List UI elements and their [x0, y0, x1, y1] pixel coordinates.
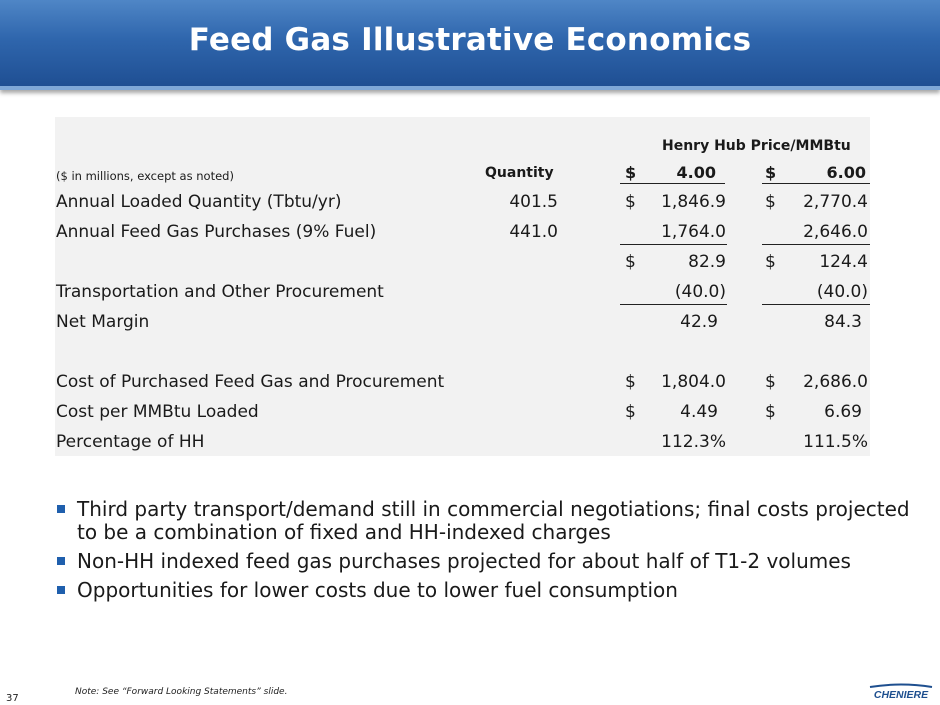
price-header: Henry Hub Price/MMBtu — [662, 138, 851, 154]
bullet-item — [57, 550, 917, 573]
row-label: Annual Loaded Quantity (Tbtu/yr) — [56, 192, 342, 212]
bullet-item — [57, 579, 917, 602]
price-col1-value: 4.00 — [676, 163, 716, 182]
row-quantity: 441.0 — [509, 222, 558, 242]
row-value-2: 2,770.4 — [803, 192, 868, 212]
row-value-1: 112.3% — [661, 432, 726, 452]
total-underline-1 — [620, 304, 727, 305]
cheniere-logo — [868, 683, 934, 701]
row-value-2: 2,686.0 — [803, 372, 868, 392]
row-currency-2: $ — [765, 192, 776, 212]
price-col1-currency: $ — [625, 163, 637, 182]
quantity-header: Quantity — [485, 165, 554, 181]
bullet-text: Opportunities for lower costs due to lower fuel consumption — [77, 578, 678, 602]
total-underline-2 — [762, 304, 870, 305]
square-bullet-icon — [57, 557, 65, 565]
row-currency-2: $ — [765, 402, 776, 422]
row-value-2: 6.69 — [824, 402, 862, 422]
row-quantity: 401.5 — [509, 192, 558, 212]
row-value-1: 42.9 — [680, 312, 718, 332]
row-label: Cost of Purchased Feed Gas and Procurement — [56, 372, 445, 392]
price-col2-value: 6.00 — [826, 163, 866, 182]
slide-title: Feed Gas Illustrative Economics — [188, 22, 752, 58]
bullet-list — [57, 498, 917, 608]
row-value-2: 2,646.0 — [803, 222, 868, 242]
row-currency-2: $ — [765, 252, 776, 272]
row-currency-1: $ — [625, 192, 636, 212]
bullet-item — [57, 498, 917, 544]
row-currency-2: $ — [765, 372, 776, 392]
bullet-text: Third party transport/demand still in commercial negotiations; final costs projected to be a combination of fixed and HH-indexed charges — [77, 497, 910, 544]
row-currency-1: $ — [625, 252, 636, 272]
row-label: Cost per MMBtu Loaded — [56, 402, 259, 422]
square-bullet-icon — [57, 586, 65, 594]
page-number: 37 — [6, 693, 19, 704]
row-value-2: 84.3 — [824, 312, 862, 332]
row-value-2: 111.5% — [803, 432, 868, 452]
footnote: Note: See “Forward Looking Statements” slide. — [75, 687, 288, 697]
units-note: ($ in millions, except as noted) — [56, 169, 234, 183]
logo-text: CHENIERE — [873, 689, 929, 701]
row-label: Percentage of HH — [56, 432, 205, 452]
row-value-1: 82.9 — [688, 252, 726, 272]
price-col2-currency: $ — [765, 163, 777, 182]
header-underline-1 — [620, 183, 725, 184]
row-value-2: (40.0) — [816, 282, 868, 302]
row-label: Net Margin — [56, 312, 150, 332]
square-bullet-icon — [57, 505, 65, 513]
subtotal-underline-1 — [620, 244, 727, 245]
row-value-1: 1,846.9 — [661, 192, 726, 212]
row-currency-1: $ — [625, 402, 636, 422]
row-currency-1: $ — [625, 372, 636, 392]
row-value-1: 1,804.0 — [661, 372, 726, 392]
row-value-1: 1,764.0 — [661, 222, 726, 242]
row-value-1: (40.0) — [674, 282, 726, 302]
bullet-text: Non-HH indexed feed gas purchases projected for about half of T1-2 volumes — [77, 549, 851, 573]
header-underline-2 — [762, 183, 870, 184]
row-label: Annual Feed Gas Purchases (9% Fuel) — [56, 222, 377, 242]
row-label: Transportation and Other Procurement — [56, 282, 384, 302]
row-value-2: 124.4 — [819, 252, 868, 272]
subtotal-underline-2 — [762, 244, 870, 245]
row-value-1: 4.49 — [680, 402, 718, 422]
